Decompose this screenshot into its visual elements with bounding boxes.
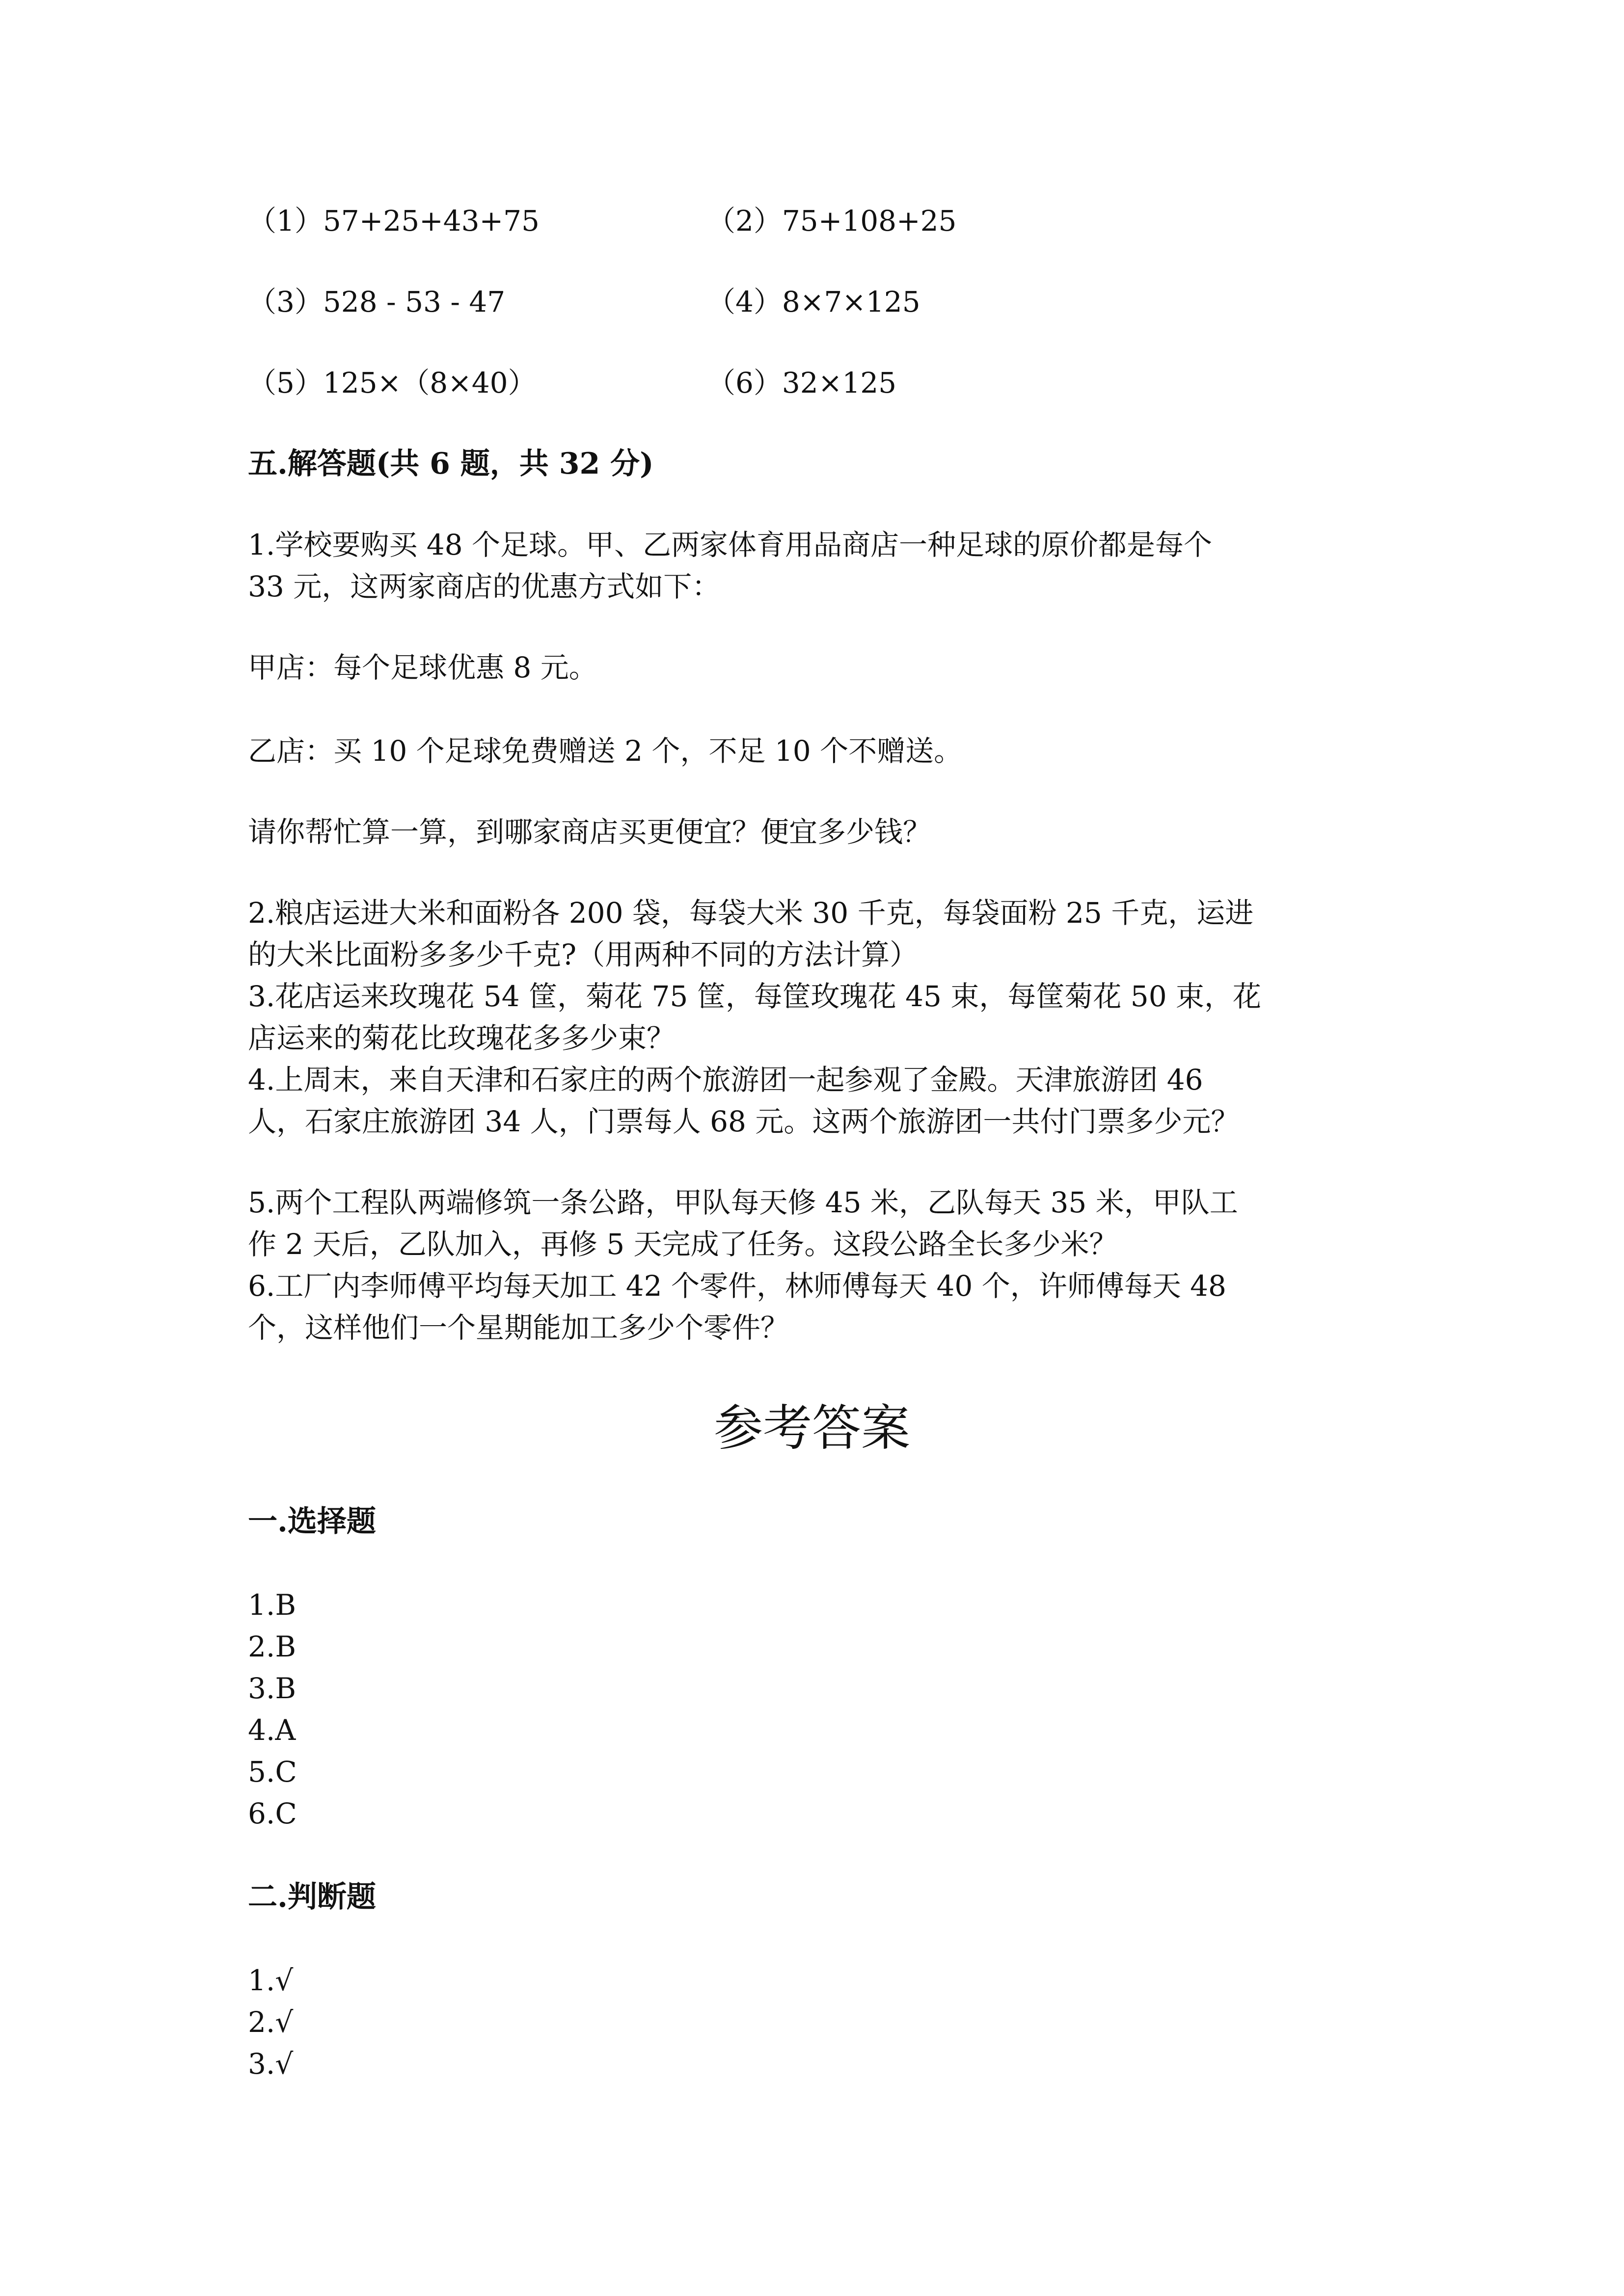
answer-choice-5: 5.C xyxy=(248,1755,297,1789)
answers-title: 参考答案 xyxy=(714,1399,910,1457)
answer-choice-6: 6.C xyxy=(248,1797,297,1830)
calc-item-4: （4）8×7×125 xyxy=(707,285,920,319)
answer-choice-4: 4.A xyxy=(248,1713,296,1747)
answer-judge-2: 2.√ xyxy=(248,2005,294,2039)
calc-item-1: （1）57+25+43+75 xyxy=(248,204,540,238)
q1-line-5: 请你帮忙算一算，到哪家商店买更便宜？便宜多少钱？ xyxy=(248,815,932,849)
q4-line-2: 人，石家庄旅游团 34 人，门票每人 68 元。这两个旅游团一共付门票多少元？ xyxy=(248,1105,1240,1138)
q3-line-1: 3.花店运来玫瑰花 54 筐，菊花 75 筐，每筐玫瑰花 45 束，每筐菊花 50 束，花 xyxy=(248,980,1262,1013)
answer-choice-1: 1.B xyxy=(248,1588,296,1622)
q6-line-2: 个，这样他们一个星期能加工多少个零件？ xyxy=(248,1311,789,1344)
calc-item-3: （3）528 - 53 - 47 xyxy=(248,285,506,319)
answer-judge-3: 3.√ xyxy=(248,2047,294,2081)
answer-choice-3: 3.B xyxy=(248,1672,296,1705)
answers-section1-heading: 一.选择题 xyxy=(248,1504,376,1539)
q1-line-3: 甲店：每个足球优惠 8 元。 xyxy=(248,651,597,684)
answer-choice-2: 2.B xyxy=(248,1630,296,1663)
q4-line-1: 4.上周末，来自天津和石家庄的两个旅游团一起参观了金殿。天津旅游团 46 xyxy=(248,1063,1203,1096)
q1-line-1: 1.学校要购买 48 个足球。甲、乙两家体育用品商店一种足球的原价都是每个 xyxy=(248,528,1213,561)
q1-line-2: 33 元，这两家商店的优惠方式如下： xyxy=(248,570,721,603)
q1-line-4: 乙店：买 10 个足球免费赠送 2 个，不足 10 个不赠送。 xyxy=(248,734,963,768)
q3-line-2: 店运来的菊花比玫瑰花多多少束？ xyxy=(248,1021,676,1055)
q2-line-1: 2.粮店运进大米和面粉各 200 袋，每袋大米 30 千克，每袋面粉 25 千克，运进 xyxy=(248,896,1254,930)
calc-item-2: （2）75+108+25 xyxy=(707,204,957,238)
answer-judge-1: 1.√ xyxy=(248,1964,294,1997)
q5-line-1: 5.两个工程队两端修筑一条公路，甲队每天修 45 米，乙队每天 35 米，甲队工 xyxy=(248,1186,1238,1219)
q5-line-2: 作 2 天后，乙队加入，再修 5 天完成了任务。这段公路全长多少米？ xyxy=(248,1228,1118,1261)
section5-heading: 五.解答题(共 6 题，共 32 分) xyxy=(248,447,654,481)
q2-line-2: 的大米比面粉多多少千克?（用两种不同的方法计算） xyxy=(248,938,919,971)
calc-item-5: （5）125×（8×40） xyxy=(248,366,537,400)
q6-line-1: 6.工厂内李师傅平均每天加工 42 个零件，林师傅每天 40 个，许师傅每天 48 xyxy=(248,1269,1226,1303)
answers-section2-heading: 二.判断题 xyxy=(248,1880,376,1914)
calc-item-6: （6）32×125 xyxy=(707,366,897,400)
